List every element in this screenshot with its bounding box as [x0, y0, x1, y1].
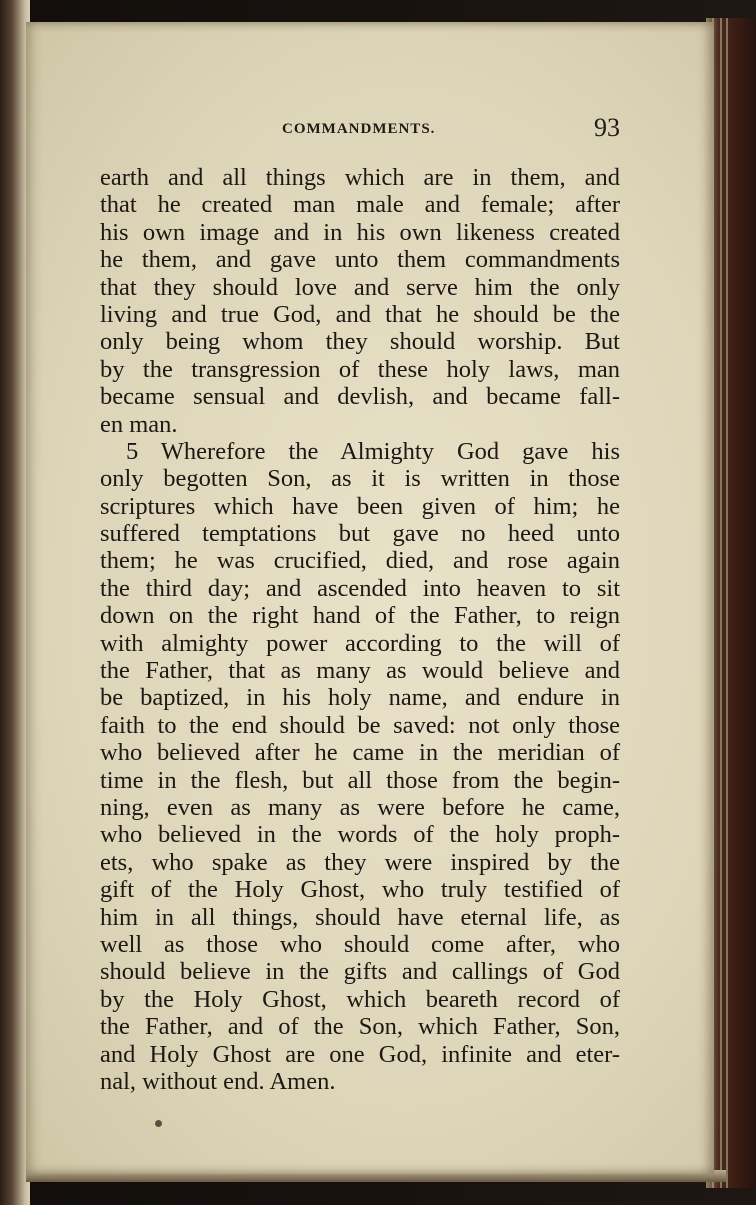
- text-line: faith to the end should be saved: not only those: [100, 711, 620, 739]
- text-line: ning, even as many as were before he came,: [100, 793, 620, 821]
- text-line: gift of the Holy Ghost, who truly testified of: [100, 876, 620, 904]
- text-line: earth and all things which are in them, and: [100, 164, 620, 191]
- text-line: by the Holy Ghost, which beareth record of: [100, 985, 620, 1013]
- text-line: became sensual and devlish, and became fall-: [100, 383, 620, 411]
- text-line: scriptures which have been given of him; he: [100, 492, 620, 520]
- text-line: by the transgression of these holy laws, man: [100, 355, 620, 383]
- ink-speck: [155, 1120, 162, 1127]
- text-line: who believed in the words of the holy proph-: [100, 821, 620, 849]
- text-line: the Father, that as many as would believe and: [100, 657, 620, 685]
- text-line: he them, and gave unto them commandments: [100, 246, 620, 274]
- text-line: the Father, and of the Son, which Father, Son,: [100, 1013, 620, 1041]
- text-line: should believe in the gifts and callings of God: [100, 958, 620, 986]
- text-line: with almighty power according to the will of: [100, 629, 620, 657]
- running-head: [100, 113, 620, 147]
- text-line: them; he was crucified, died, and rose again: [100, 547, 620, 575]
- text-line: and Holy Ghost are one God, infinite and eter-: [100, 1040, 620, 1068]
- text-line: him in all things, should have eternal life, as: [100, 903, 620, 931]
- text-line: that they should love and serve him the only: [100, 273, 620, 301]
- text-line: well as those who should come after, who: [100, 930, 620, 958]
- text-line: ets, who spake as they were inspired by the: [100, 848, 620, 876]
- running-title: COMMANDMENTS.: [282, 121, 436, 137]
- text-line: down on the right hand of the Father, to reign: [100, 602, 620, 630]
- text-line: suffered temptations but gave no heed unto: [100, 520, 620, 548]
- text-line: nal, without end. Amen.: [100, 1067, 336, 1095]
- text-line: only begotten Son, as it is written in those: [100, 465, 620, 493]
- text-line: only being whom they should worship. But: [100, 328, 620, 356]
- text-line: the third day; and ascended into heaven to sit: [100, 574, 620, 602]
- paragraph-start-line: 5 Wherefore the Almighty God gave his: [126, 437, 620, 465]
- text-line: that he created man male and female; after: [100, 191, 620, 219]
- page-number: 93: [594, 113, 620, 142]
- text-line: en man.: [100, 410, 178, 438]
- text-line: who believed after he came in the meridian of: [100, 739, 620, 767]
- text-line: time in the flesh, but all those from the begin-: [100, 766, 620, 794]
- text-line: his own image and in his own likeness created: [100, 218, 620, 246]
- text-line: be baptized, in his holy name, and endure in: [100, 684, 620, 712]
- text-line: living and true God, and that he should be the: [100, 300, 620, 328]
- body-text: [100, 164, 620, 1095]
